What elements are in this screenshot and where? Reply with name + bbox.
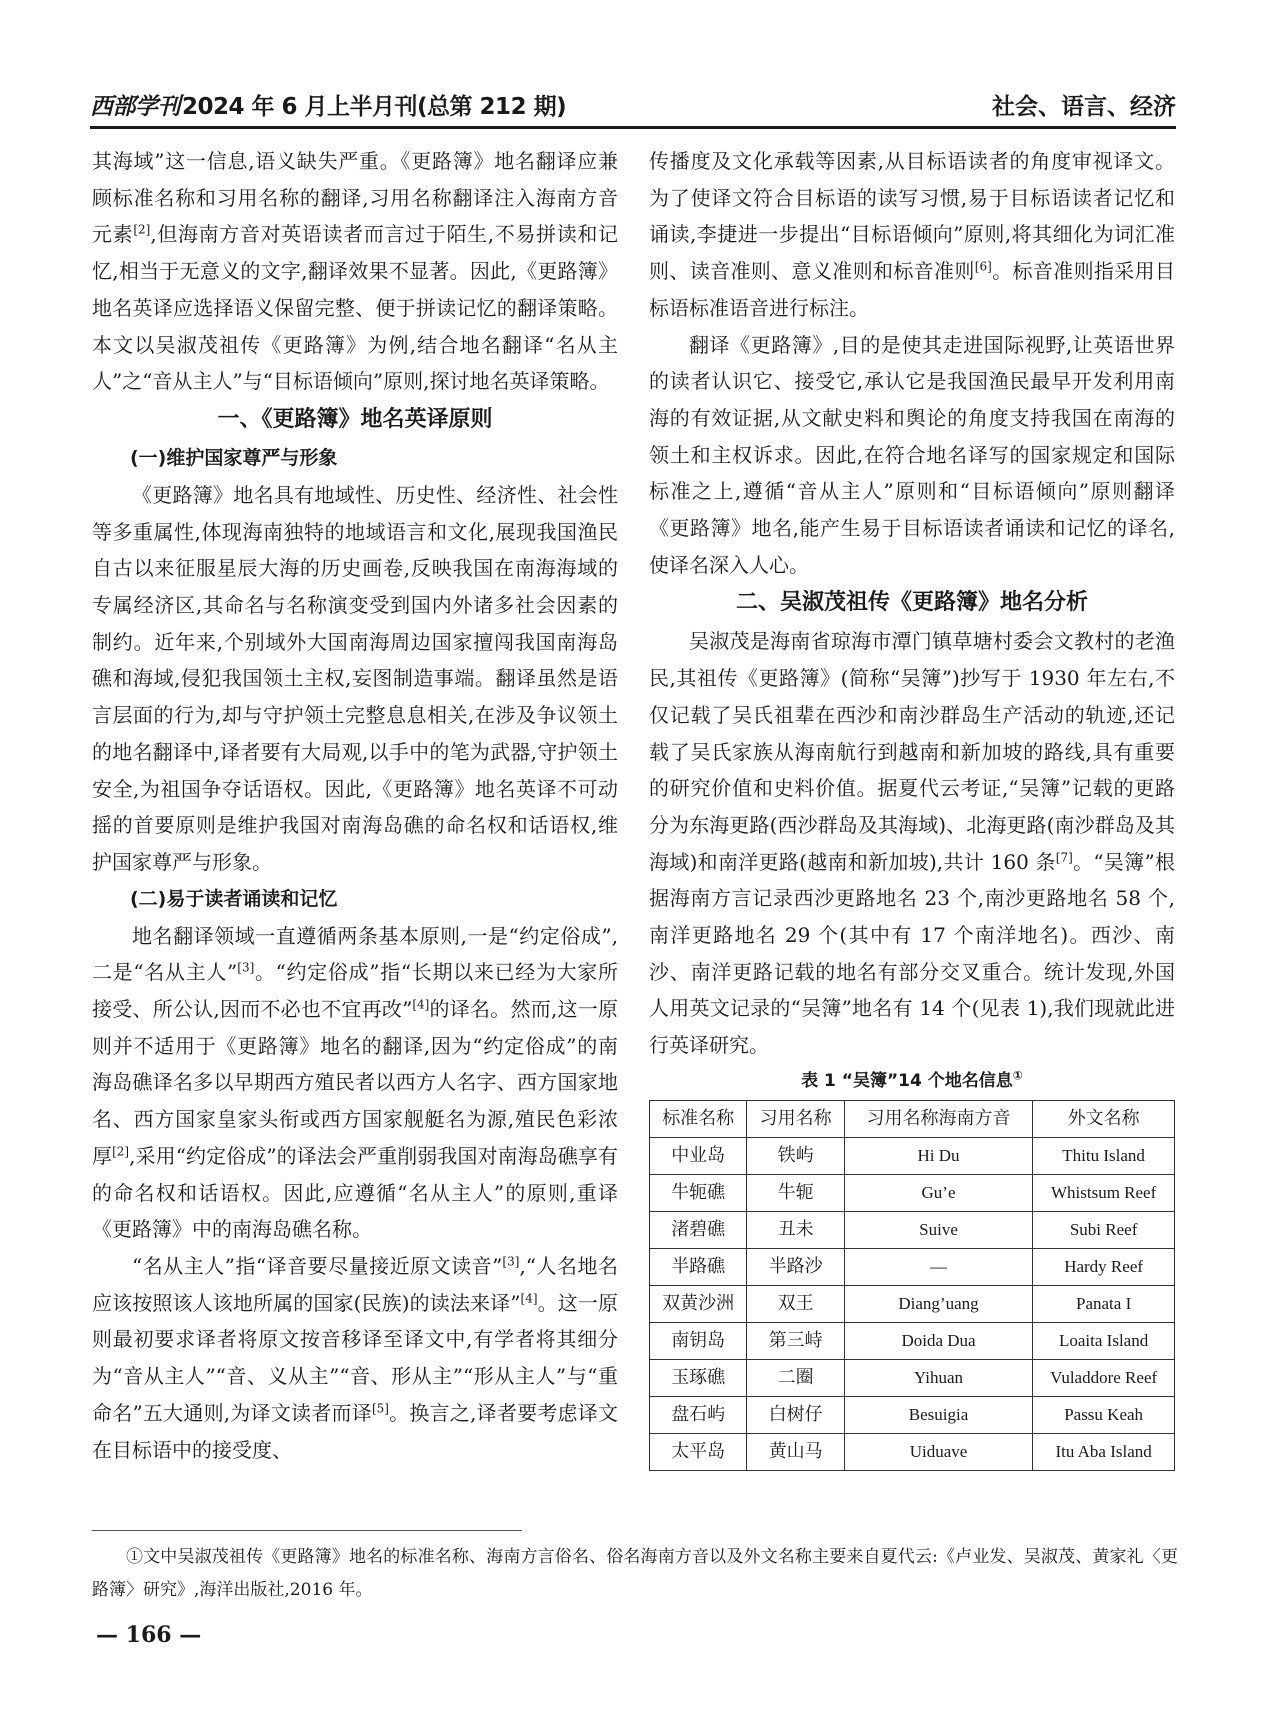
- citation: [2]: [133, 222, 151, 237]
- section-heading-2: 二、吴淑茂祖传《更路簿》地名分析: [735, 590, 1088, 616]
- paragraph: “名从主人”指“译音要尽量接近原文读音”[3],“人名地名应该按照该人该地所属的国家(民族)的读法来译”[4]。这一原则最初要求译者将原文按音移译至译文中,有学者将其细分为“音从主人”“音、义从主”“音、形从主”“形从主人”与“重命名”五大通则,为译文读者而译[5]。换言之,译者要考虑译文在目标语中的接受度、: [92, 1253, 619, 1462]
- page-number: — 166 —: [96, 1622, 202, 1648]
- footnote-divider: [92, 1530, 522, 1531]
- subsection-heading-1: (一)维护国家尊严与形象: [130, 446, 338, 469]
- paragraph: 《更路簿》地名具有地域性、历史性、经济性、社会性等多重属性,体现海南独特的地域语言和文化,展现我国渔民自古以来征服星辰大海的历史画卷,反映我国在南海海域的专属经济区,其命名与名称演变受到国内外诸多社会因素的制约。近年来,个别域外大国南海周边国家擅闯我国南海岛礁和海域,侵犯我国领土主权,妄图制造事端。翻译虽然是语言层面的行为,却与守护领土完整息息相关,在涉及争议领土的地名翻译中,译者要有大局观,以手中的笔为武器,守护领土安全,为祖国争夺话语权。因此,《更路簿》地名英译不可动摇的首要原则是维护我国对南海岛礁的命名权和话语权,维护国家尊严与形象。: [92, 482, 618, 874]
- paragraph: 地名翻译领域一直遵循两条基本原则,一是“约定俗成”,二是“名从主人”[3]。“约定俗成”指“长期以来已经为大家所接受、所公认,因而不必也不宜再改”[4]的译名。然而,这一原则并不适用于《更路簿》地名的翻译,因为“约定俗成”的南海岛礁译名多以早期西方殖民者以西方人名字、西方国家地名、西方国家皇家头衔或西方国家舰艇名为源,殖民色彩浓厚[2],采用“约定俗成”的译法会严重削弱我国对南海岛礁享有的命名权和话语权。因此,应遵循“名从主人”的原则,重译《更路簿》中的南海岛礁名称。: [92, 923, 619, 1242]
- footnote: ①文中吴淑茂祖传《更路簿》地名的标准名称、海南方言俗名、俗名海南方音以及外文名称主要来自夏代云:《卢业发、吴淑茂、黄家礼〈更路簿〉研究》,海洋出版社,2016 年。: [92, 1547, 1178, 1600]
- citation: [5]: [371, 1401, 389, 1416]
- right-column: [649, 143, 1175, 1471]
- table-row: 太平岛 黄山马 Uiduave Itu Aba Island: [650, 1433, 1175, 1470]
- citation: [6]: [974, 259, 992, 274]
- footnote-marker: ①: [1012, 1068, 1023, 1083]
- paragraph: 翻译《更路簿》,目的是使其走进国际视野,让英语世界的读者认识它、接受它,承认它是我国渔民最早开发利用南海的有效证据,从文献史料和舆论的角度支持我国在南海的领土和主权诉求。因此,在符合地名译写的国家规定和国际标准之上,遵循“音从主人”原则和“目标语倾向”原则翻译《更路簿》地名,能产生易于目标语读者诵读和记忆的译名,使译名深入人心。: [649, 332, 1175, 577]
- header-cell: 习用名称: [747, 1100, 844, 1137]
- subsection-heading-2: (二)易于读者诵读和记忆: [130, 887, 338, 910]
- left-column: [92, 143, 618, 1468]
- journal-logo: 西部学刊: [90, 93, 180, 120]
- citation: [2]: [112, 1144, 130, 1159]
- citation: [7]: [1055, 850, 1073, 864]
- table-row: 南钥岛 第三峙 Doida Dua Loaita Island: [650, 1322, 1175, 1359]
- citation: [4]: [520, 1291, 538, 1306]
- table-row: 渚碧礁 丑未 Suive Subi Reef: [650, 1211, 1175, 1248]
- paragraph: 传播度及文化承载等因素,从目标语读者的角度审视译文。为了使译文符合目标语的读写习惯,易于目标语读者记忆和诵读,李捷进一步提出“目标语倾向”原则,将其细化为词汇准则、读音准则、意义准则和标音准则[6]。标音准则指采用目标语标准语音进行标注。: [649, 149, 1176, 320]
- paragraph: 吴淑茂是海南省琼海市潭门镇草塘村委会文教村的老渔民,其祖传《更路簿》(简称“吴簿”)抄写于 1930 年左右,不仅记载了吴氏祖辈在西沙和南沙群岛生产活动的轨迹,还记载了吴氏家族从海南航行到越南和新加坡的路线,具有重要的研究价值和史料价值。据夏代云考证,“吴簿”记载的更路分为东海更路(西沙群岛及其海域)、北海更路(南沙群岛及其海域)和南洋更路(越南和新加坡),共计 160 条[7]。“吴簿”根据海南方言记录西沙更路地名 23 个,南沙更路地名 58 个,南洋更路地名 29 个(其中有 17 个南洋地名)。西沙、南沙、南洋更路记载的地名有部分交叉重合。统计发现,外国人用英文记录的“吴簿”地名有 14 个(见表 1),我们现就此进行英译研究。: [649, 629, 1175, 1058]
- citation: [3]: [502, 1254, 520, 1269]
- issue-label: 2024 年 6 月上半月刊(总第 212 期): [182, 94, 567, 120]
- paragraph: 其海域”这一信息,语义缺失严重。《更路簿》地名翻译应兼顾标准名称和习用名称的翻译,习用名称翻译注入海南方音元素[2],但海南方音对英语读者而言过于陌生,不易拼读和记忆,相当于无意义的文字,翻译效果不显著。因此,《更路簿》地名英译应选择语义保留完整、便于拼读记忆的翻译策略。本文以吴淑茂祖传《更路簿》为例,结合地名翻译“名从主人”之“音从主人”与“目标语倾向”原则,探讨地名英译策略。: [92, 149, 619, 394]
- citation: [3]: [237, 960, 255, 975]
- header-cell: 标准名称: [650, 1100, 747, 1137]
- citation: [4]: [412, 997, 430, 1012]
- place-names-table: [649, 1100, 1175, 1471]
- table-header-row: [650, 1100, 1175, 1137]
- table-row: 玉琢礁 二圈 Yihuan Vuladdore Reef: [650, 1359, 1175, 1396]
- table-row: 半路礁 半路沙 — Hardy Reef: [650, 1248, 1175, 1285]
- section-label: 社会、语言、经济: [992, 94, 1176, 120]
- page-header: [90, 84, 1176, 129]
- table-caption: 表 1 “吴簿”14 个地名信息①: [801, 1068, 1023, 1091]
- table-row: 牛轭礁 牛轭 Gu’e Whistsum Reef: [650, 1174, 1175, 1211]
- header-cell: 外文名称: [1033, 1100, 1175, 1137]
- section-heading-1: 一、《更路簿》地名英译原则: [217, 406, 493, 432]
- table-row: 盘石屿 白树仔 Besuigia Passu Keah: [650, 1396, 1175, 1433]
- header-cell: 习用名称海南方音: [844, 1100, 1032, 1137]
- journal-issue: [90, 88, 566, 121]
- table-row: 双黄沙洲 双王 Diang’uang Panata I: [650, 1285, 1175, 1322]
- table-row: 中业岛 铁屿 Hi Du Thitu Island: [650, 1137, 1175, 1174]
